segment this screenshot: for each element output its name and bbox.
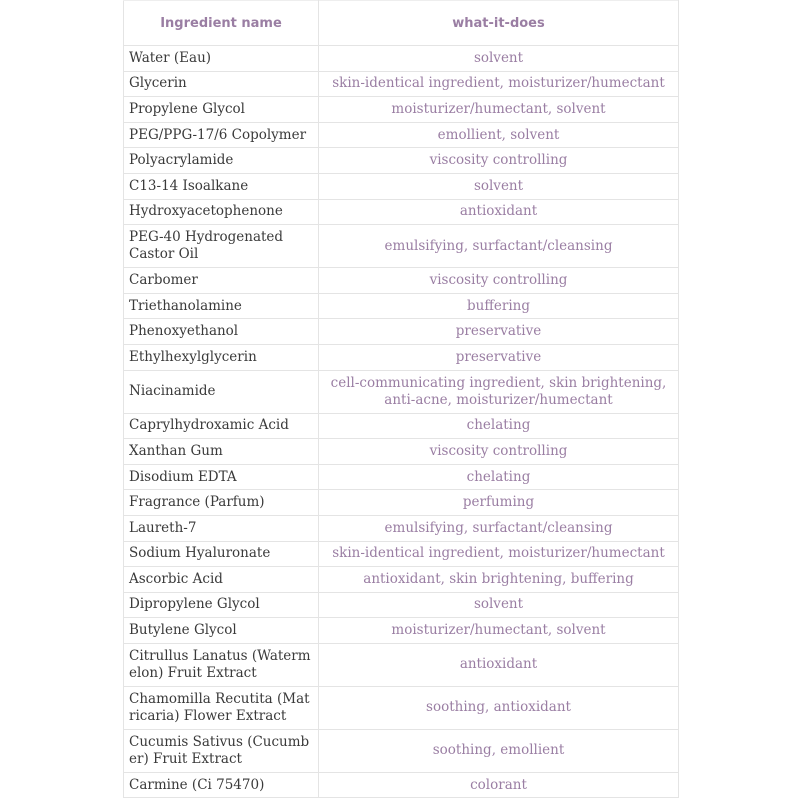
table-row	[124, 225, 679, 268]
table-row	[124, 293, 679, 319]
table-row	[124, 567, 679, 593]
ingredient-function[interactable]: skin-identical ingredient, moisturizer/humectant	[319, 71, 679, 97]
header-what-it-does: what-it-does	[319, 1, 679, 46]
ingredient-function[interactable]: antioxidant	[319, 643, 679, 686]
ingredient-function[interactable]: cell-communicating ingredient, skin brightening, anti-acne, moisturizer/humectant	[319, 370, 679, 413]
table-row	[124, 592, 679, 618]
ingredient-function[interactable]: viscosity controlling	[319, 439, 679, 465]
table-row	[124, 148, 679, 174]
ingredient-function[interactable]: buffering	[319, 293, 679, 319]
ingredient-function[interactable]: chelating	[319, 413, 679, 439]
ingredient-name: Cucumis Sativus (Cucumber) Fruit Extract	[124, 729, 319, 772]
ingredient-name: Polyacrylamide	[124, 148, 319, 174]
ingredient-name: Phenoxyethanol	[124, 319, 319, 345]
ingredient-name: Propylene Glycol	[124, 97, 319, 123]
table-row	[124, 464, 679, 490]
ingredient-function[interactable]: soothing, antioxidant	[319, 686, 679, 729]
ingredient-name: Laureth-7	[124, 515, 319, 541]
ingredient-function[interactable]: preservative	[319, 319, 679, 345]
ingredient-function[interactable]: emollient, solvent	[319, 122, 679, 148]
table-row	[124, 618, 679, 644]
ingredient-function[interactable]: perfuming	[319, 490, 679, 516]
ingredient-name: Sodium Hyaluronate	[124, 541, 319, 567]
ingredient-name: C13-14 Isoalkane	[124, 173, 319, 199]
ingredient-function[interactable]: preservative	[319, 344, 679, 370]
ingredient-name: Dipropylene Glycol	[124, 592, 319, 618]
ingredient-function[interactable]: soothing, emollient	[319, 729, 679, 772]
ingredient-function[interactable]: skin-identical ingredient, moisturizer/humectant	[319, 541, 679, 567]
ingredient-function[interactable]: solvent	[319, 46, 679, 72]
ingredient-name: Chamomilla Recutita (Matricaria) Flower Extract	[124, 686, 319, 729]
ingredient-name: Carmine (Ci 75470)	[124, 772, 319, 798]
table-row	[124, 686, 679, 729]
table-row	[124, 413, 679, 439]
ingredient-function[interactable]: moisturizer/humectant, solvent	[319, 618, 679, 644]
table-row	[124, 643, 679, 686]
ingredient-function[interactable]: viscosity controlling	[319, 148, 679, 174]
table-row	[124, 199, 679, 225]
table-row	[124, 490, 679, 516]
ingredient-function[interactable]: moisturizer/humectant, solvent	[319, 97, 679, 123]
table-row	[124, 173, 679, 199]
ingredient-function[interactable]: chelating	[319, 464, 679, 490]
table-row	[124, 97, 679, 123]
table-row	[124, 541, 679, 567]
ingredient-name: Ascorbic Acid	[124, 567, 319, 593]
ingredient-name: Glycerin	[124, 71, 319, 97]
ingredient-function[interactable]: antioxidant, skin brightening, buffering	[319, 567, 679, 593]
ingredient-function[interactable]: solvent	[319, 173, 679, 199]
ingredient-name: Ethylhexylglycerin	[124, 344, 319, 370]
table-row	[124, 515, 679, 541]
ingredient-name: Disodium EDTA	[124, 464, 319, 490]
table-row	[124, 344, 679, 370]
table-row	[124, 46, 679, 72]
ingredient-function[interactable]: colorant	[319, 772, 679, 798]
table-row	[124, 319, 679, 345]
ingredient-name: Caprylhydroxamic Acid	[124, 413, 319, 439]
ingredient-name: Water (Eau)	[124, 46, 319, 72]
ingredient-name: PEG/PPG-17/6 Copolymer	[124, 122, 319, 148]
table-row	[124, 268, 679, 294]
ingredient-name: Carbomer	[124, 268, 319, 294]
ingredient-name: PEG-40 Hydrogenated Castor Oil	[124, 225, 319, 268]
ingredient-function[interactable]: solvent	[319, 592, 679, 618]
table-header-row	[124, 1, 679, 46]
ingredient-name: Citrullus Lanatus (Watermelon) Fruit Extract	[124, 643, 319, 686]
ingredient-function[interactable]: emulsifying, surfactant/cleansing	[319, 515, 679, 541]
ingredient-function[interactable]: emulsifying, surfactant/cleansing	[319, 225, 679, 268]
ingredients-table	[123, 0, 679, 798]
table-row	[124, 370, 679, 413]
header-ingredient-name: Ingredient name	[124, 1, 319, 46]
ingredient-name: Hydroxyacetophenone	[124, 199, 319, 225]
table-row	[124, 772, 679, 798]
ingredient-name: Xanthan Gum	[124, 439, 319, 465]
table-row	[124, 122, 679, 148]
ingredient-function[interactable]: viscosity controlling	[319, 268, 679, 294]
ingredients-table-container	[123, 0, 679, 798]
table-row	[124, 729, 679, 772]
ingredient-name: Fragrance (Parfum)	[124, 490, 319, 516]
table-row	[124, 71, 679, 97]
ingredient-name: Triethanolamine	[124, 293, 319, 319]
table-row	[124, 439, 679, 465]
ingredient-name: Niacinamide	[124, 370, 319, 413]
ingredient-name: Butylene Glycol	[124, 618, 319, 644]
ingredient-function[interactable]: antioxidant	[319, 199, 679, 225]
